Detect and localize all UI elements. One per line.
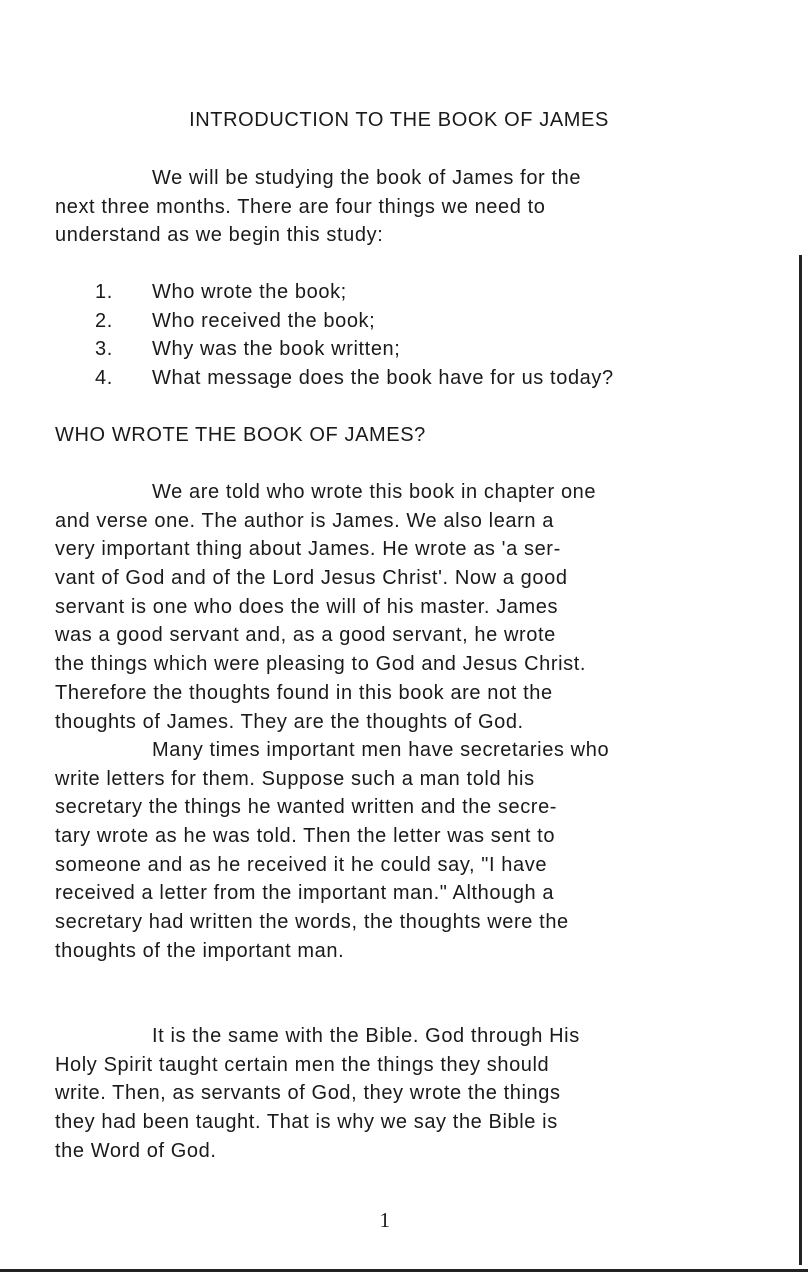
text-line: the Word of God. — [55, 1139, 217, 1162]
text-line: We will be studying the book of James for the — [152, 167, 582, 189]
paragraph-bible — [55, 1022, 755, 1165]
intro-paragraph — [55, 164, 755, 250]
text-line: understand as we begin this study: — [55, 224, 384, 247]
list-item — [95, 307, 795, 336]
list-text: Who received the book; — [152, 309, 376, 332]
text-line: Therefore the thoughts found in this book are not the — [55, 681, 553, 704]
text-line: We are told who wrote this book in chapter one — [152, 481, 597, 503]
list-text: What message does the book have for us today? — [152, 367, 614, 390]
list-number: 4. — [95, 367, 113, 390]
text-line: they had been taught. That is why we say the Bible is — [55, 1111, 558, 1134]
text-line: tary wrote as he was told. Then the letter was sent to — [55, 825, 556, 848]
text-line: servant is one who does the will of his master. James — [55, 595, 559, 618]
list-number: 1. — [95, 281, 113, 303]
paragraph-secretaries — [55, 736, 755, 966]
text-line: next three months. There are four things we need to — [55, 195, 546, 218]
text-line: thoughts of the important man. — [55, 939, 345, 962]
text-line: was a good servant and, as a good servant, he wrote — [55, 624, 556, 647]
text-line: It is the same with the Bible. God through His — [152, 1025, 580, 1047]
list-text: Why was the book written; — [152, 338, 401, 361]
page-number: 1 — [379, 1208, 391, 1232]
page-edge-right — [799, 255, 802, 1265]
page-edge-bottom — [0, 1269, 808, 1272]
text-line: secretary had written the words, the thoughts were the — [55, 911, 569, 934]
text-line: vant of God and of the Lord Jesus Christ'. Now a good — [55, 567, 568, 590]
question-list — [95, 278, 795, 393]
text-line: and verse one. The author is James. We also learn a — [55, 509, 555, 532]
text-line: write. Then, as servants of God, they wrote the things — [55, 1082, 561, 1105]
list-text: Who wrote the book; — [152, 281, 347, 303]
text-line: the things which were pleasing to God and Jesus Christ. — [55, 653, 587, 676]
text-line: someone and as he received it he could say, "I have — [55, 853, 548, 876]
text-line: very important thing about James. He wrote as 'a ser- — [55, 538, 561, 561]
list-item — [95, 278, 795, 307]
list-number: 2. — [95, 309, 113, 332]
text-line: received a letter from the important man." Although a — [55, 882, 555, 905]
text-line: thoughts of James. They are the thoughts of God. — [55, 710, 524, 733]
text-line: Holy Spirit taught certain men the things they should — [55, 1053, 550, 1076]
text-line: Many times important men have secretaries who — [152, 739, 610, 761]
list-number: 3. — [95, 338, 113, 361]
text-line: secretary the things he wanted written and the secre- — [55, 796, 558, 819]
page-title: INTRODUCTION TO THE BOOK OF JAMES — [189, 109, 609, 131]
list-item — [95, 364, 795, 393]
section-heading: WHO WROTE THE BOOK OF JAMES? — [55, 424, 426, 446]
list-item — [95, 335, 795, 364]
text-line: write letters for them. Suppose such a man told his — [55, 767, 535, 790]
paragraph-author — [55, 478, 755, 736]
